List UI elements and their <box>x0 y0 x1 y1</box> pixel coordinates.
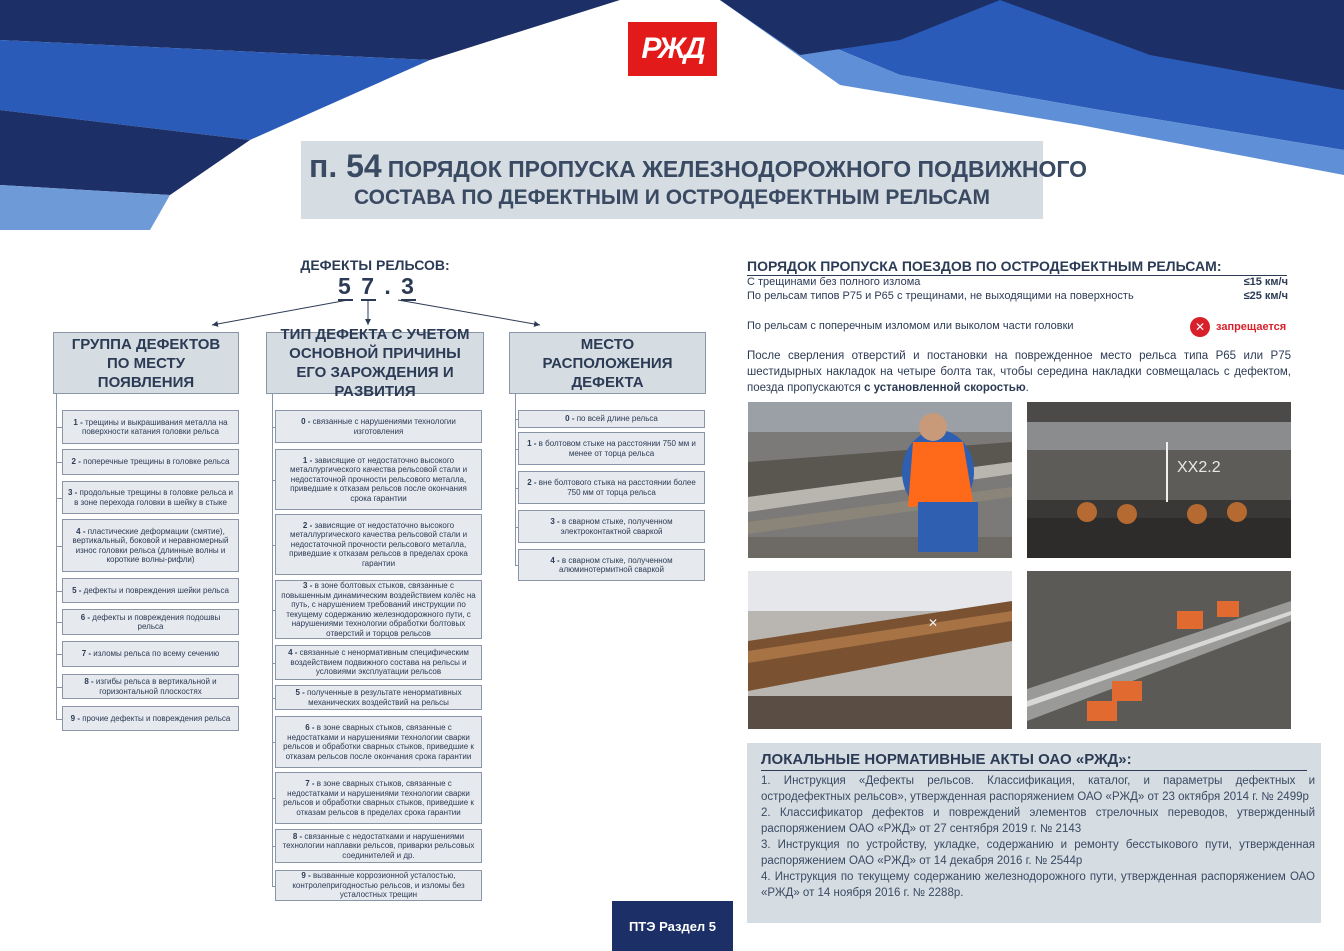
defects-heading: ДЕФЕКТЫ РЕЛЬСОВ: <box>300 257 450 273</box>
col2-item-6: 6 - в зоне сварных стыков, связанные с недостатками и нарушениями технологии сварки рельсов и обработки сварных стыков, приведшие к отказам рельсов после окончания срока гарантии <box>275 716 482 768</box>
title-line-2: СОСТАВА ПО ДЕФЕКТНЫМ И ОСТРОДЕФЕКТНЫМ РЕЛЬСАМ <box>353 186 991 209</box>
title-line-1: ПОРЯДОК ПРОПУСКА ЖЕЛЕЗНОДОРОЖНОГО ПОДВИЖНОГО <box>387 156 1088 182</box>
section-tab: ПТЭ Раздел 5 <box>612 901 733 951</box>
act-item-4: 4. Инструкция по текущему содержанию железнодорожного пути, утвержденная распоряжением ОАО «РЖД» от 14 ноября 2016 г. № 2288р. <box>761 871 1315 899</box>
photo-rusty-joint-snow <box>748 571 1012 729</box>
act-item-3: 3. Инструкция по устройству, укладке, содержанию и ремонту бесстыкового пути, утвержденная распоряжением ОАО «РЖД» от 14 декабря 2016 г. № 2544р <box>761 839 1315 867</box>
drilling-paragraph: После сверления отверстий и постановки на поврежденное место рельса типа Р65 или Р75 шестидырных накладок на четыре болта так, чтобы середина накладки совмещалась с дефектом, поезда пропускаются с установленной скоростью. <box>747 350 1291 394</box>
col2-item-9: 9 - вызванные коррозионной усталостью, контролепригодностью рельсов, и изломы без усталостных трещин <box>275 870 482 901</box>
col3-item-0: 0 - по всей длине рельса <box>518 410 705 428</box>
column-head-location: МЕСТО РАСПОЛОЖЕНИЯ ДЕФЕКТА <box>509 332 706 394</box>
col1-item-7: 8 - изгибы рельса в вертикальной и горизонтальной плоскостях <box>62 674 239 699</box>
act-item-2: 2. Классификатор дефектов и повреждений элементов стрелочных переводов, утвержденный распоряжением ОАО «РЖД» от 27 сентября 2019 г. № 2143 <box>761 807 1315 835</box>
col2-item-2: 2 - зависящие от недостаточно высокого металлургического качества рельсовой стали и недостаточной прочности рельсового металла, приведшие к отказам рельсов в пределах срока гарантии <box>275 514 482 575</box>
col1-item-2: 3 - продольные трещины в головке рельса и в зоне перехода головки в шейку в стыке <box>62 481 239 514</box>
col3-item-1: 1 - в болтовом стыке на расстоянии 750 мм и менее от торца рельса <box>518 432 705 465</box>
page-title <box>301 141 1088 219</box>
rzd-logo: РЖД <box>628 22 717 76</box>
col1-item-0: 1 - трещины и выкрашивания металла на поверхности катания головки рельса <box>62 410 239 444</box>
col1-item-5: 6 - дефекты и повреждения подошвы рельса <box>62 609 239 635</box>
rule-row-2-value: ≤25 км/ч <box>1243 290 1288 302</box>
col2-item-4: 4 - связанные с ненормативным специфическим воздействием подвижного состава на рельсы и условиями эксплуатации рельсов <box>275 645 482 680</box>
code-digit-1: 5 <box>338 273 353 299</box>
col2-item-8: 8 - связанные с недостатками и нарушениями технологии наплавки рельсов, приварки рельсовых соединителей и др. <box>275 829 482 863</box>
svg-text:✕: ✕ <box>928 616 939 630</box>
code-digit-2: 7 <box>361 273 376 299</box>
rule-row-1-text: С трещинами без полного излома <box>747 276 921 288</box>
column-head-group: ГРУППА ДЕФЕКТОВ ПО МЕСТУ ПОЯВЛЕНИЯ <box>53 332 239 394</box>
rule-row-2-text: По рельсам типов Р75 и Р65 с трещинами, не выходящими на поверхность <box>747 290 1134 302</box>
col2-item-1: 1 - зависящие от недостаточно высокого металлургического качества рельсовой стали и недостаточной прочности рельсового металла, приведшие к отказам рельсов после окончания срока гарантии <box>275 449 482 510</box>
col1-item-6: 7 - изломы рельса по всему сечению <box>62 641 239 667</box>
tree-line <box>56 394 57 719</box>
normative-acts-panel <box>747 743 1321 923</box>
forbidden-label: запрещается <box>1216 321 1287 333</box>
rail-marking-text: ХХ2.2 <box>1177 459 1221 476</box>
col1-item-1: 2 - поперечные трещины в головке рельса <box>62 449 239 475</box>
code-dot: . <box>384 273 393 299</box>
act-item-1: 1. Инструкция «Дефекты рельсов. Классификация, каталог, и параметры дефектных и остродефектных рельсов», утвержденная распоряжением ОАО «РЖД» от 23 октября 2014 г. № 2499р <box>761 775 1315 803</box>
forbidden-icon: ✕ <box>1190 317 1210 337</box>
rule-row-3-text: По рельсам с поперечным изломом или выколом части головки <box>747 320 1074 332</box>
col2-item-5: 5 - полученные в результате ненормативных механических воздействий на рельсы <box>275 685 482 710</box>
col3-item-3: 3 - в сварном стыке, полученном электроконтактной сваркой <box>518 510 705 543</box>
photo-marked-rail <box>1027 402 1291 558</box>
acts-title: ЛОКАЛЬНЫЕ НОРМАТИВНЫЕ АКТЫ ОАО «РЖД»: <box>761 751 1132 768</box>
rule-row-1-value: ≤15 км/ч <box>1243 276 1288 288</box>
rules-heading: ПОРЯДОК ПРОПУСКА ПОЕЗДОВ ПО ОСТРОДЕФЕКТНЫМ РЕЛЬСАМ: <box>747 258 1222 274</box>
tree-line <box>272 394 273 886</box>
photo-worker-inspecting-rail <box>748 402 1012 558</box>
defect-code <box>338 273 418 300</box>
clause-number: п. 54 <box>309 148 382 184</box>
col1-item-4: 5 - дефекты и повреждения шейки рельса <box>62 578 239 603</box>
code-digit-3: 3 <box>401 273 416 299</box>
col1-item-3: 4 - пластические деформации (смятие), вертикальный, боковой и неравномерный износ головки рельса (длинные волны и короткие волны-рифли) <box>62 519 239 572</box>
col1-item-8: 9 - прочие дефекты и повреждения рельса <box>62 706 239 731</box>
col2-item-7: 7 - в зоне сварных стыков, связанные с недостатками и нарушениями технологии сварки рельсов и обработки сварных стыков, приведшие к отказам рельсов в пределах срока гарантии <box>275 772 482 824</box>
col2-item-0: 0 - связанные с нарушениями технологии изготовления <box>275 410 482 443</box>
photo-rail-with-clips <box>1027 571 1291 729</box>
col3-item-4: 4 - в сварном стыке, полученном алюминотермитной сваркой <box>518 549 705 581</box>
col3-item-2: 2 - вне болтового стыка на расстоянии более 750 мм от торца рельса <box>518 471 705 504</box>
forbidden-badge <box>1190 317 1286 337</box>
col2-item-3: 3 - в зоне болтовых стыков, связанные с повышенным динамическим воздействием колёс на путь, с нарушением требований инструкции по текущему содержанию железнодорожного пути, с нарушениями технологии обработки болтовых отверстий и торцов рельсов <box>275 580 482 639</box>
column-head-type: ТИП ДЕФЕКТА С УЧЕТОМ ОСНОВНОЙ ПРИЧИНЫ ЕГО ЗАРОЖДЕНИЯ И РАЗВИТИЯ <box>266 332 484 394</box>
acts-rule <box>761 770 1307 771</box>
